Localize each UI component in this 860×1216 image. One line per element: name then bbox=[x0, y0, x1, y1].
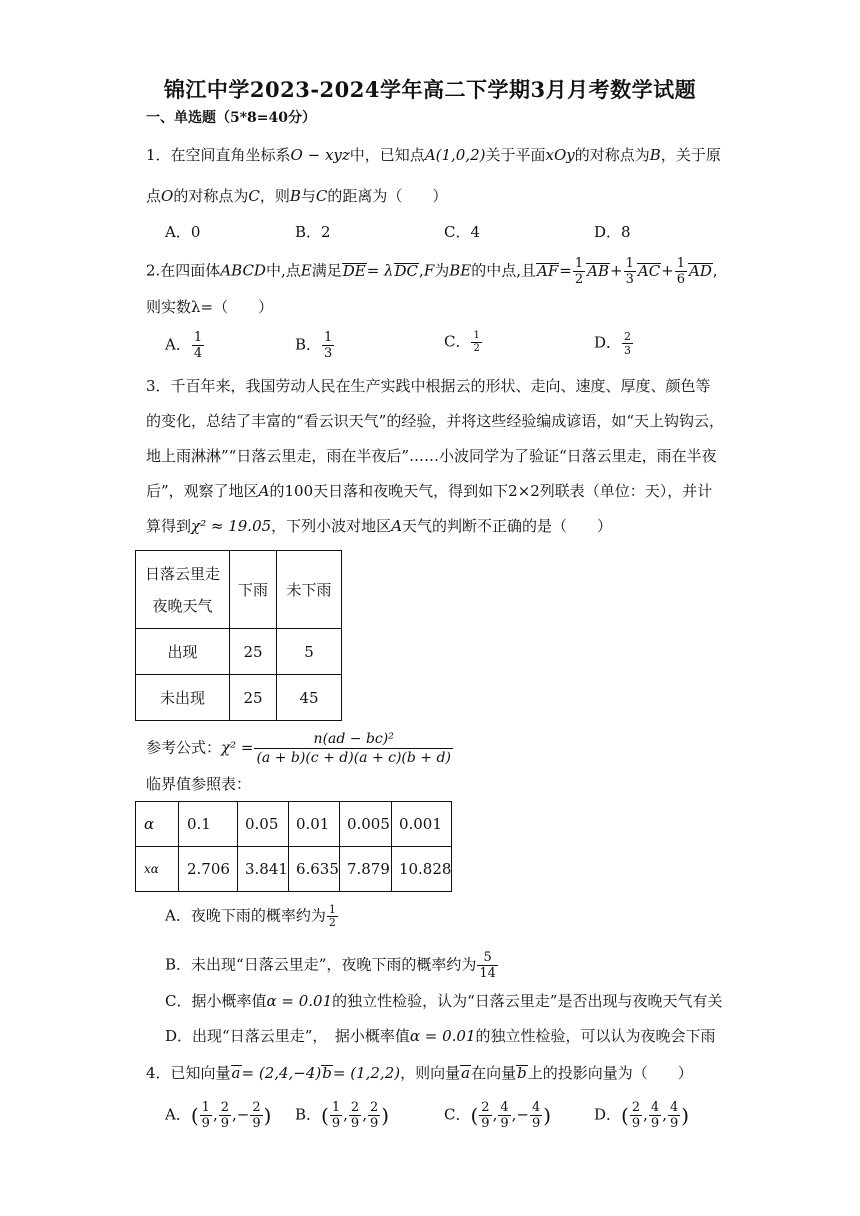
q3-option-b[interactable] bbox=[165, 950, 499, 981]
table-cell: 0.01 bbox=[288, 802, 339, 847]
denominator: 9 bbox=[531, 1116, 541, 1131]
q1-option-d[interactable]: D．8 bbox=[594, 223, 631, 241]
q2-segment-be: BE bbox=[449, 261, 472, 280]
denominator: 2 bbox=[574, 272, 584, 287]
q1-var-b: B bbox=[289, 187, 301, 205]
q4-vector-a: a bbox=[231, 1064, 241, 1082]
q1-var-b: B bbox=[649, 146, 661, 164]
q3-region: A bbox=[391, 517, 403, 535]
q4-vector-b-value: = (1,2,2) bbox=[332, 1064, 401, 1082]
table-corner-cell bbox=[136, 551, 230, 629]
q4-option-d[interactable] bbox=[594, 1100, 689, 1131]
numerator: n(ad − bc)² bbox=[254, 730, 452, 749]
contingency-table bbox=[135, 550, 342, 721]
numerator: 4 bbox=[669, 1100, 679, 1115]
table-cell: 0.001 bbox=[391, 802, 452, 847]
q2-vector-ab: AB bbox=[587, 261, 609, 280]
q1-line1 bbox=[146, 145, 721, 165]
q3-option-c[interactable] bbox=[165, 991, 722, 1011]
denominator: 2 bbox=[328, 916, 336, 929]
table-cell: 45 bbox=[277, 675, 342, 721]
denominator: 2 bbox=[473, 343, 480, 354]
q2-text: + bbox=[610, 261, 623, 280]
formula-lhs: χ² = bbox=[221, 738, 254, 757]
corner-label-bottom: 夜晚天气 bbox=[152, 596, 213, 615]
q4-text: ，则向量 bbox=[400, 1064, 461, 1082]
denominator: 9 bbox=[252, 1116, 261, 1131]
q2-text: + bbox=[661, 261, 674, 280]
q1-text: ，关于原 bbox=[660, 146, 721, 164]
numerator: 1 bbox=[201, 1100, 210, 1115]
table-cell: 0.1 bbox=[179, 802, 238, 847]
q3-line2: 的变化，总结了丰富的“看云识天气”的经验，并将这些经验编成谚语，如“天上钩钩云， bbox=[146, 412, 725, 430]
paren-close: ) bbox=[381, 1103, 390, 1128]
q2-vector-ac: AC bbox=[637, 261, 661, 280]
table-cell: 7.879 bbox=[339, 847, 391, 892]
denominator: 9 bbox=[369, 1116, 379, 1131]
paren-open: ( bbox=[321, 1103, 329, 1128]
option-label: B． bbox=[295, 1105, 322, 1124]
fraction bbox=[471, 330, 481, 355]
option-text: 的独立性检验，认为“日落云里走”是否出现与夜晚天气有关 bbox=[332, 992, 723, 1010]
denominator: 9 bbox=[650, 1116, 660, 1131]
q2-text: 的中点,且 bbox=[471, 261, 537, 280]
table-cell: 0.05 bbox=[238, 802, 289, 847]
numerator: 5 bbox=[477, 950, 498, 966]
q2-var-e: E bbox=[300, 261, 312, 280]
q2-option-b[interactable] bbox=[295, 330, 335, 361]
numerator: 2 bbox=[350, 1100, 360, 1115]
q2-option-d[interactable] bbox=[594, 330, 634, 357]
q2-text: 中,点 bbox=[265, 261, 301, 280]
numerator: 1 bbox=[193, 330, 203, 345]
q1-option-a[interactable]: A．0 bbox=[165, 223, 201, 241]
denominator: 9 bbox=[201, 1116, 210, 1131]
q2-var-f: F bbox=[423, 261, 435, 280]
q1-text: 关于平面 bbox=[485, 146, 546, 164]
q1-var-c: C bbox=[248, 187, 260, 205]
fraction bbox=[322, 330, 334, 361]
fraction bbox=[368, 1100, 380, 1131]
q2-text: 2.在四面体 bbox=[146, 261, 221, 280]
fraction bbox=[649, 1100, 661, 1131]
q3-line5 bbox=[146, 516, 612, 536]
separator: ,− bbox=[232, 1105, 250, 1124]
numerator: 4 bbox=[650, 1100, 660, 1115]
q1-coord-system: O − xyz bbox=[290, 146, 350, 164]
q3-line1: 3．千百年来，我国劳动人民在生产实践中根据云的形状、走向、速度、厚度、颜色等 bbox=[146, 377, 711, 395]
denominator: 9 bbox=[220, 1116, 229, 1131]
paren-close: ) bbox=[681, 1103, 690, 1128]
option-text: 的独立性检验，可以认为夜晚会下雨 bbox=[475, 1027, 716, 1045]
q4-text: 在向量 bbox=[471, 1064, 517, 1082]
numerator: 2 bbox=[481, 1100, 490, 1115]
numerator: 1 bbox=[324, 330, 333, 345]
fraction bbox=[327, 904, 338, 929]
denominator: 14 bbox=[479, 966, 496, 981]
table-cell: α bbox=[136, 802, 179, 847]
denominator: 6 bbox=[676, 272, 686, 287]
page-title: 锦江中学2023-2024学年高二下学期3月月考数学试题 bbox=[163, 77, 697, 102]
formula-label: 参考公式： bbox=[146, 738, 222, 757]
numerator: 2 bbox=[624, 330, 632, 343]
q4-vector-a: a bbox=[461, 1064, 471, 1082]
table-row bbox=[136, 551, 342, 629]
q1-var-o: O bbox=[161, 187, 174, 205]
reference-formula bbox=[146, 730, 454, 767]
q1-option-b[interactable]: B．2 bbox=[295, 223, 331, 241]
q3-text: ，下列小波对地区 bbox=[271, 517, 392, 535]
q2-text: 为 bbox=[434, 261, 450, 280]
q1-text: 的距离为（ ） bbox=[327, 187, 448, 205]
denominator: 3 bbox=[624, 344, 632, 357]
table-cell: 出现 bbox=[136, 629, 230, 675]
table-row bbox=[136, 629, 342, 675]
fraction bbox=[200, 1100, 212, 1131]
numerator: 1 bbox=[676, 256, 686, 271]
q3-text: 算得到 bbox=[146, 517, 192, 535]
option-label: C． bbox=[444, 1105, 471, 1124]
option-label: A． bbox=[165, 335, 191, 354]
option-label: C． bbox=[444, 332, 471, 351]
denominator: 9 bbox=[669, 1116, 679, 1131]
numerator: 1 bbox=[331, 1100, 341, 1115]
separator: , bbox=[343, 1105, 348, 1124]
numerator: 1 bbox=[625, 256, 634, 271]
option-label: A． bbox=[165, 1105, 191, 1124]
q2-text: , bbox=[712, 261, 718, 280]
numerator: 4 bbox=[500, 1100, 509, 1115]
table-cell: 2.706 bbox=[179, 847, 238, 892]
q4-option-c[interactable] bbox=[444, 1100, 551, 1131]
q4-vector-b: b bbox=[517, 1064, 527, 1082]
option-text: B．未出现“日落云里走”，夜晚下雨的概率约为 bbox=[165, 955, 477, 974]
table-cell: 6.635 bbox=[288, 847, 339, 892]
q2-text: 满足 bbox=[311, 261, 342, 280]
q2-line1 bbox=[146, 256, 718, 287]
denominator: 9 bbox=[331, 1116, 341, 1131]
denominator: 9 bbox=[631, 1116, 641, 1131]
separator: , bbox=[212, 1105, 218, 1124]
q4-option-b[interactable] bbox=[295, 1100, 389, 1131]
q1-text: ，则 bbox=[259, 187, 290, 205]
table-header-cell: 未下雨 bbox=[277, 551, 342, 629]
separator: ,− bbox=[511, 1105, 529, 1124]
q3-line3: 地上雨淋淋”“日落云里走，雨在半夜后”……小波同学为了验证“日落云里走，雨在半夜 bbox=[146, 447, 717, 465]
q4-vector-b: b bbox=[322, 1064, 332, 1082]
numerator: 1 bbox=[328, 903, 336, 916]
fraction bbox=[479, 1100, 491, 1131]
q4-line1 bbox=[146, 1063, 693, 1083]
fraction bbox=[477, 950, 498, 981]
option-text: A．夜晚下雨的概率约为 bbox=[165, 906, 326, 925]
separator: , bbox=[662, 1105, 667, 1124]
paren-open: ( bbox=[621, 1103, 629, 1128]
numerator: 1 bbox=[473, 330, 480, 341]
table-cell: 3.841 bbox=[238, 847, 289, 892]
paren-close: ) bbox=[543, 1103, 552, 1128]
separator: , bbox=[492, 1105, 498, 1124]
fraction bbox=[668, 1100, 680, 1131]
table-cell: xα bbox=[136, 847, 179, 892]
q1-text: 的对称点为 bbox=[574, 146, 650, 164]
q2-tetrahedron: ABCD bbox=[220, 261, 266, 280]
q1-var-c: C bbox=[315, 187, 328, 205]
fraction bbox=[675, 256, 687, 287]
denominator: 3 bbox=[625, 272, 634, 287]
numerator: 2 bbox=[631, 1100, 641, 1115]
paren-open: ( bbox=[190, 1103, 199, 1128]
denominator: 9 bbox=[481, 1116, 490, 1131]
alpha-value: α = 0.01 bbox=[409, 1027, 476, 1045]
fraction bbox=[624, 256, 636, 287]
q4-text: 上的投影向量为（ ） bbox=[527, 1064, 693, 1082]
q2-text: = λ bbox=[366, 261, 394, 280]
fraction bbox=[349, 1100, 361, 1131]
paren-close: ) bbox=[263, 1103, 272, 1128]
formula-fraction bbox=[254, 730, 452, 767]
q1-point: A(1,0,2) bbox=[424, 146, 486, 164]
denominator: 9 bbox=[350, 1116, 360, 1131]
denominator: (a + b)(c + d)(a + c)(b + d) bbox=[256, 750, 451, 766]
q1-text: 与 bbox=[300, 187, 316, 205]
table-row bbox=[136, 847, 452, 892]
q4-text: 4．已知向量 bbox=[146, 1064, 231, 1082]
denominator: 9 bbox=[500, 1116, 509, 1131]
numerator: 2 bbox=[220, 1100, 229, 1115]
paren-open: ( bbox=[470, 1103, 479, 1128]
fraction bbox=[330, 1100, 342, 1131]
fraction bbox=[573, 256, 585, 287]
numerator: 1 bbox=[574, 256, 584, 271]
denominator: 4 bbox=[193, 346, 203, 361]
q1-text: 点 bbox=[146, 187, 162, 205]
table-cell: 25 bbox=[230, 675, 277, 721]
fraction bbox=[219, 1100, 231, 1131]
fraction bbox=[192, 330, 204, 361]
option-text: D．出现“日落云里走”， 据小概率值 bbox=[165, 1027, 410, 1045]
fraction bbox=[250, 1100, 262, 1131]
corner-label-top: 日落云里走 bbox=[144, 564, 220, 583]
q2-vector-af: AF bbox=[537, 261, 559, 280]
table-cell: 5 bbox=[277, 629, 342, 675]
q1-text: 中，已知点 bbox=[349, 146, 425, 164]
q2-text: , bbox=[419, 261, 424, 280]
q2-vector-de: DE bbox=[342, 261, 366, 280]
numerator: 4 bbox=[531, 1100, 541, 1115]
table-cell: 25 bbox=[230, 629, 277, 675]
section-heading: 一、单选题（5*8=40分） bbox=[146, 110, 317, 126]
q1-option-c[interactable]: C．4 bbox=[444, 223, 481, 241]
fraction bbox=[622, 330, 633, 357]
q4-vector-a-value: = (2,4,−4) bbox=[241, 1064, 322, 1082]
q1-line2 bbox=[146, 186, 447, 206]
fraction bbox=[530, 1100, 542, 1131]
q2-option-a[interactable] bbox=[165, 330, 205, 361]
q2-text: = bbox=[559, 261, 572, 280]
table-row bbox=[136, 675, 342, 721]
numerator: 2 bbox=[369, 1100, 379, 1115]
q3-option-a[interactable] bbox=[165, 904, 339, 929]
q3-text: 后”，观察了地区 bbox=[146, 482, 259, 500]
table-cell: 0.005 bbox=[339, 802, 391, 847]
alpha-value: α = 0.01 bbox=[266, 992, 333, 1010]
numerator: 2 bbox=[252, 1100, 261, 1115]
q2-vector-ad: AD bbox=[689, 261, 712, 280]
critical-table-label: 临界值参照表： bbox=[146, 775, 252, 793]
fraction bbox=[498, 1100, 510, 1131]
table-cell: 10.828 bbox=[391, 847, 452, 892]
q3-line4 bbox=[146, 481, 712, 501]
table-header-cell: 下雨 bbox=[230, 551, 277, 629]
option-label: D． bbox=[594, 1105, 622, 1124]
q1-text: 1．在空间直角坐标系 bbox=[146, 146, 291, 164]
q3-option-d[interactable] bbox=[165, 1026, 716, 1046]
q4-option-a[interactable] bbox=[165, 1100, 271, 1131]
q1-text: 的对称点为 bbox=[173, 187, 249, 205]
q3-chi-value: χ² ≈ 19.05 bbox=[191, 517, 272, 535]
table-cell: 未出现 bbox=[136, 675, 230, 721]
table-row bbox=[136, 802, 452, 847]
q2-vector-dc: DC bbox=[394, 261, 419, 280]
q2-option-c[interactable] bbox=[444, 330, 483, 355]
q3-text: 天气的判断不正确的是（ ） bbox=[402, 517, 613, 535]
q3-text: 的100天日落和夜晚天气，得到如下2×2列联表（单位：天），并计 bbox=[269, 482, 713, 500]
option-label: D． bbox=[594, 333, 622, 352]
q3-region: A bbox=[258, 482, 270, 500]
denominator: 3 bbox=[324, 346, 333, 361]
critical-value-table bbox=[135, 801, 452, 892]
separator: , bbox=[643, 1105, 648, 1124]
q1-plane: xOy bbox=[545, 146, 575, 164]
q2-line2: 则实数λ=（ ） bbox=[146, 298, 274, 316]
fraction bbox=[630, 1100, 642, 1131]
separator: , bbox=[362, 1105, 367, 1124]
option-label: B． bbox=[295, 335, 322, 354]
option-text: C．据小概率值 bbox=[165, 992, 267, 1010]
